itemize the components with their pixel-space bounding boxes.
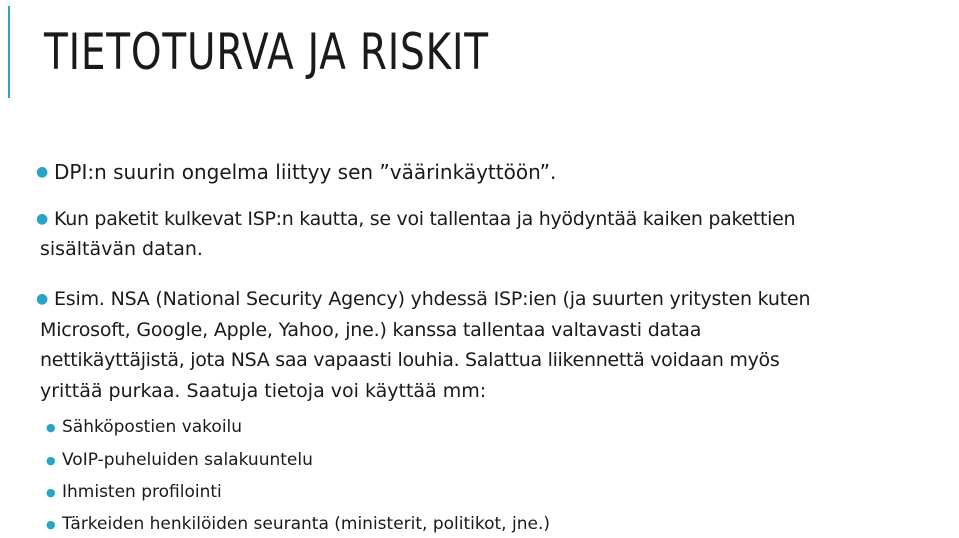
sub-bullet-item <box>46 448 313 472</box>
bullet-text: yrittää purkaa. Saatuja tietoja voi käyttää mm: <box>40 380 487 402</box>
bullet-item <box>36 284 811 314</box>
sub-bullet-item <box>46 512 550 536</box>
bullet-text: Esim. NSA (National Security Agency) yhdessä ISP:ien (ja suurten yritysten kuten <box>54 288 811 310</box>
bullet-continuation <box>40 315 701 345</box>
slide-title: TIETOTURVA JA RISKIT <box>44 23 489 81</box>
sub-bullet-text: VoIP-puheluiden salakuuntelu <box>62 450 313 470</box>
bullet-dot-icon: ● <box>36 211 49 227</box>
sub-bullet-item <box>46 480 222 504</box>
bullet-dot-icon: ● <box>46 421 56 434</box>
bullet-dot-icon: ● <box>36 291 49 307</box>
sub-bullet-text: Ihmisten profilointi <box>62 482 222 502</box>
sub-bullet-text: Sähköpostien vakoilu <box>62 417 243 437</box>
bullet-continuation <box>40 376 486 406</box>
bullet-text: Microsoft, Google, Apple, Yahoo, jne.) kanssa tallentaa valtavasti dataa <box>40 319 702 341</box>
bullet-dot-icon: ● <box>46 454 56 467</box>
bullet-text: DPI:n suurin ongelma liittyy sen ”väärinkäyttöön”. <box>54 160 557 184</box>
bullet-item <box>36 157 557 187</box>
bullet-dot-icon: ● <box>36 164 49 180</box>
sub-bullet-item <box>46 415 243 439</box>
bullet-text: sisältävän datan. <box>40 238 203 260</box>
bullet-item <box>36 204 796 234</box>
bullet-text: Kun paketit kulkevat ISP:n kautta, se voi tallentaa ja hyödyntää kaiken pakettien <box>54 208 796 230</box>
bullet-dot-icon: ● <box>46 518 56 531</box>
sub-bullet-text: Tärkeiden henkilöiden seuranta (ministerit, politikot, jne.) <box>62 514 550 534</box>
bullet-text: nettikäyttäjistä, jota NSA saa vapaasti louhia. Salattua liikennettä voidaan myös <box>40 349 780 371</box>
bullet-continuation <box>40 345 779 375</box>
bullet-continuation <box>40 234 203 264</box>
bullet-dot-icon: ● <box>46 486 56 499</box>
